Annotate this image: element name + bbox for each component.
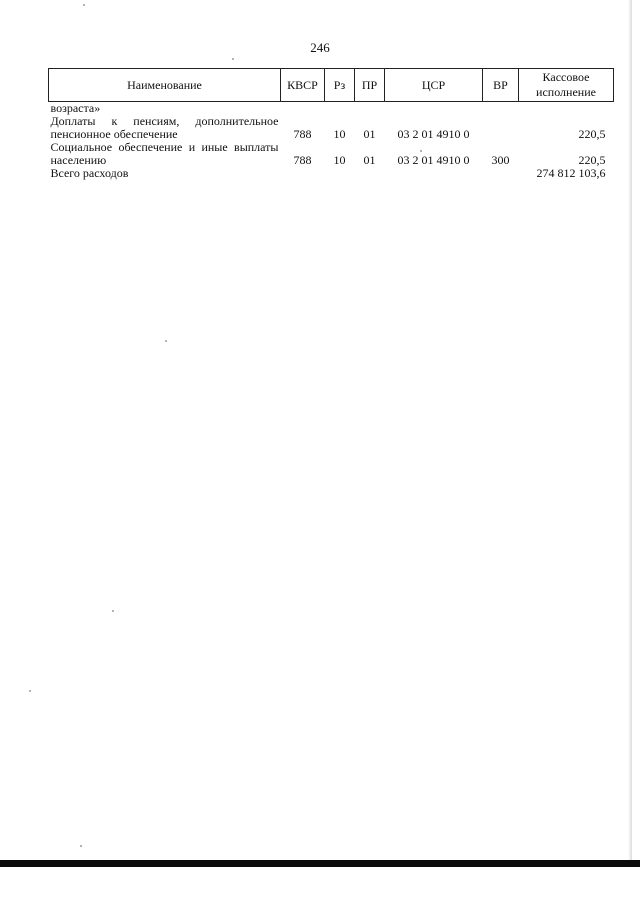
row-pr	[355, 167, 385, 180]
row-kvsr: 788	[293, 127, 312, 141]
scan-speck	[420, 150, 422, 152]
scan-speck	[165, 340, 167, 342]
row-csr: 03 2 01 4910 0	[397, 153, 470, 167]
row-name: Социальное обеспечение и иные выплаты населению	[50, 140, 279, 167]
scan-border-bar	[0, 860, 640, 867]
row-vr	[483, 167, 519, 180]
row-pr	[355, 102, 385, 116]
row-pr: 01	[363, 127, 376, 141]
row-csr: 03 2 01 4910 0	[397, 127, 470, 141]
table-header-row	[49, 69, 614, 102]
row-name: Всего расходов	[50, 166, 129, 180]
header-kvsr: КВСР	[281, 69, 325, 102]
scan-speck	[29, 690, 31, 692]
row-rz	[325, 102, 355, 116]
table-row	[49, 102, 614, 116]
row-kvsr	[281, 102, 325, 116]
header-pr: ПР	[355, 69, 385, 102]
row-amount: 220,5	[578, 127, 606, 141]
row-kvsr: 788	[293, 153, 312, 167]
header-rz: Рз	[325, 69, 355, 102]
header-csr: ЦСР	[385, 69, 483, 102]
row-csr	[385, 167, 483, 180]
row-rz	[325, 167, 355, 180]
header-name: Наименование	[49, 69, 281, 102]
row-amount: 220,5	[578, 153, 606, 167]
row-rz: 10	[333, 153, 346, 167]
table-row-total	[49, 167, 614, 180]
header-vr: ВР	[483, 69, 519, 102]
scan-speck	[112, 610, 114, 612]
row-kvsr	[281, 167, 325, 180]
scan-speck	[232, 58, 234, 60]
row-name: Доплаты к пенсиям, дополнительное пенсионное обеспечение	[50, 114, 279, 141]
scan-speck	[80, 845, 82, 847]
row-vr: 300	[491, 153, 510, 167]
scan-speck	[83, 4, 85, 6]
table-row	[49, 141, 614, 167]
row-name: возраста»	[50, 101, 101, 115]
scan-edge-shadow	[628, 0, 632, 860]
row-amount	[519, 102, 614, 116]
header-amount: Кассовое исполнение	[519, 69, 614, 102]
expenses-table	[48, 68, 614, 180]
page-number: 246	[310, 40, 330, 55]
row-pr: 01	[363, 153, 376, 167]
row-amount: 274 812 103,6	[536, 166, 606, 180]
row-vr	[483, 102, 519, 116]
row-csr	[385, 102, 483, 116]
row-rz: 10	[333, 127, 346, 141]
table-row	[49, 115, 614, 141]
row-vr	[483, 115, 519, 141]
